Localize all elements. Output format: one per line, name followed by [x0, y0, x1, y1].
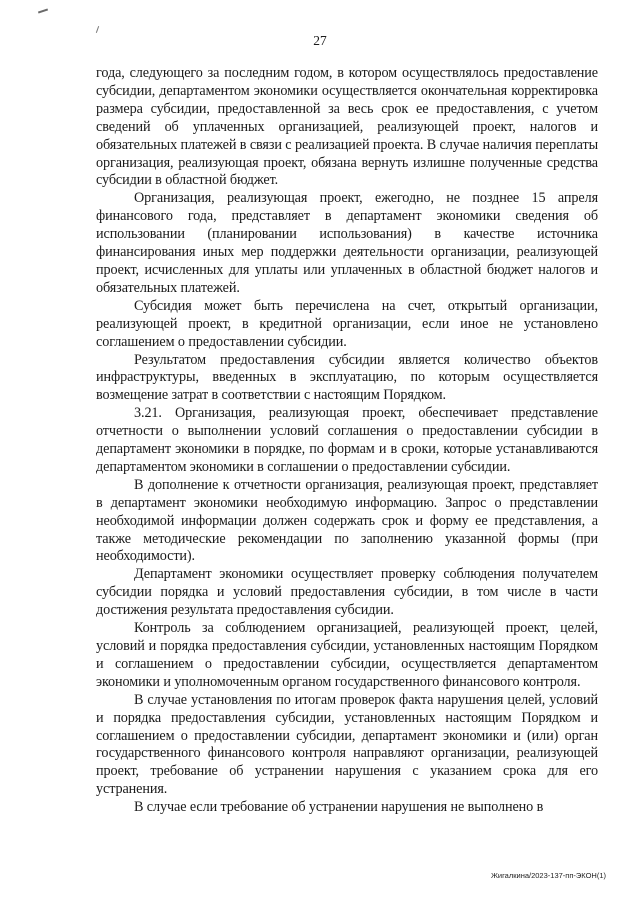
paragraph-violation-requirement: В случае установления по итогам проверок факта нарушения целей, условий и порядка предоставления субсидии, установленных настоящим Порядком и соглашением о предоставлении субсидии, департамент экономики и (или) орган государственного финансового контроля направляют организации, реализующей проект, требование об устранении нарушения с указанием срока для его устранения.	[96, 691, 598, 798]
scan-artifact-mark	[38, 9, 48, 14]
paragraph-annual-report: Организация, реализующая проект, ежегодно, не позднее 15 апреля финансового года, представляет в департамент экономики сведения об использовании (планировании использования) в качестве источника финансирования иных мер поддержки деятельности организации, реализующей проект, исчисленных для уплаты или уплаченных в областной бюджет налогов и обязательных платежей.	[96, 190, 598, 296]
paragraph-unfulfilled-requirement: В случае если требование об устранении нарушения не выполнено в	[134, 799, 544, 816]
document-body	[96, 65, 598, 817]
paragraph-subsidy-result: Результатом предоставления субсидии является количество объектов инфраструктуры, введенных в эксплуатацию, по которым осуществляется возмещение затрат в соответствии с настоящим Порядком.	[96, 351, 598, 404]
scan-artifact-mark	[96, 26, 99, 33]
paragraph-subsidy-transfer: Субсидия может быть перечислена на счет, открытый организации, реализующей проект, в кредитной организации, если иное не установлено соглашением о предоставлении субсидии.	[96, 297, 598, 350]
page-number: 27	[313, 33, 327, 48]
paragraph-section-3-21: 3.21. Организация, реализующая проект, обеспечивает представление отчетности о выполнении условий соглашения о предоставлении субсидии в департамент экономики в порядке, по формам и в сроки, которые устанавливаются департаментом экономики в соглашении о предоставлении субсидии.	[96, 405, 598, 475]
paragraph-continuation: года, следующего за последним годом, в котором осуществлялось предоставление субсидии, департаментом экономики осуществляется окончательная корректировка размера субсидии, предоставленной за весь срок ее предоставления, с учетом сведений об уплаченных организацией, реализующей проект, налогов и обязательных платежей в связи с реализацией проекта. В случае наличия переплаты организация, реализующая проект, обязана вернуть излишне полученные средства субсидии в областной бюджет.	[96, 65, 599, 189]
paragraph-additional-info: В дополнение к отчетности организация, реализующая проект, представляет в департамент экономики необходимую информацию. Запрос о представлении необходимой информации должен содержать срок и форму ее представления, а также методические рекомендации по заполнению указанной формы (при необходимости).	[96, 476, 598, 565]
document-footer-code: Жигалкина/2023-137-пп-ЭКОН(1)	[490, 871, 606, 880]
paragraph-compliance-check: Департамент экономики осуществляет проверку соблюдения получателем субсидии порядка и условий предоставления субсидии, в том числе в части достижения результата предоставления субсидии.	[96, 566, 598, 619]
paragraph-control: Контроль за соблюдением организацией, реализующей проект, целей, условий и порядка предоставления субсидии, установленных настоящим Порядком и соглашением о предоставлении субсидии, осуществляется департаментом экономики и уполномоченным органом государственного финансового контроля.	[96, 620, 598, 690]
